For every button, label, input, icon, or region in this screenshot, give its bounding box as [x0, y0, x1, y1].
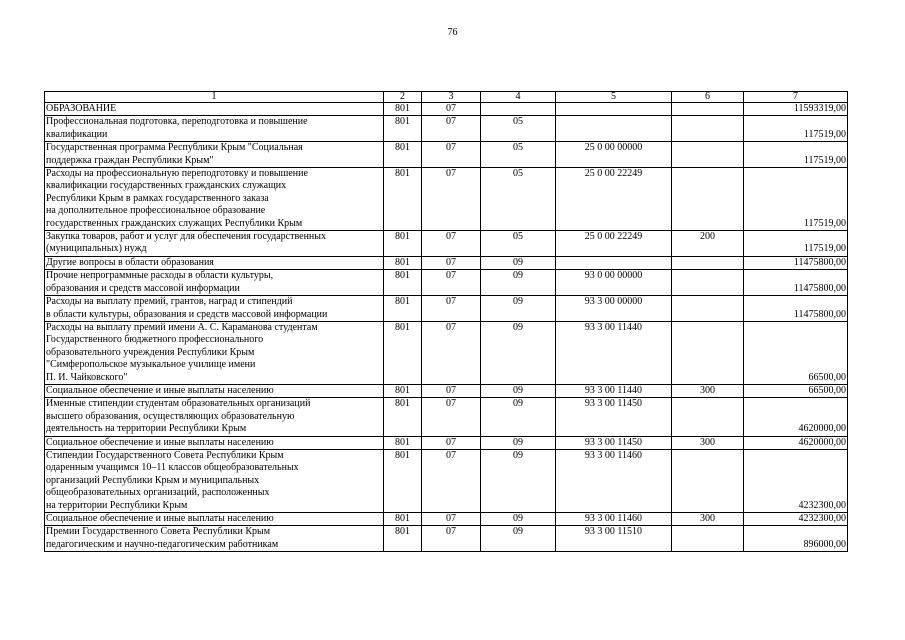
- row-expense-type-text: 300: [700, 384, 715, 396]
- row-name-cell: [45, 526, 384, 552]
- row-subsection-cell: [481, 270, 556, 296]
- table-header-row: [45, 92, 848, 103]
- row-amount-text: 11593319,00: [793, 103, 846, 114]
- row-amount-text: 117519,00: [803, 243, 846, 255]
- row-amount-cell: [744, 526, 848, 552]
- row-name-cell: [45, 296, 384, 322]
- header-col-2: 2: [384, 92, 422, 103]
- table-row: [45, 270, 848, 296]
- row-target-article-text: 93 3 00 11440: [584, 321, 643, 333]
- row-name-cell: [45, 384, 384, 397]
- table-row: [45, 398, 848, 436]
- row-expense-type-cell: [672, 398, 744, 436]
- row-expense-type-text: 300: [700, 513, 715, 524]
- row-subsection-cell: [481, 142, 556, 168]
- row-ministry-code-cell: [384, 296, 422, 322]
- row-target-article-text: 93 3 00 11460: [584, 449, 643, 461]
- row-expense-type-cell: [672, 449, 744, 512]
- header-col-6: 6: [672, 92, 744, 103]
- row-name-text: Расходы на выплату премий имени А. С. Караманова студентам Государственного бюджетного профессионального образовательного учреждения Республики Крым "Симферопольское музыкальное училище имени П. И. Чайковского": [46, 321, 318, 383]
- row-amount-cell: [744, 321, 848, 384]
- row-section-cell: [422, 436, 481, 449]
- row-subsection-cell: [481, 384, 556, 397]
- row-amount-cell: [744, 398, 848, 436]
- row-ministry-code-text: 801: [395, 256, 410, 268]
- row-ministry-code-cell: [384, 449, 422, 512]
- row-ministry-code-cell: [384, 436, 422, 449]
- table-row: [45, 449, 848, 512]
- row-ministry-code-text: 801: [395, 384, 410, 396]
- table-row: [45, 142, 848, 168]
- row-name-text: Государственная программа Республики Крым "Социальная поддержка граждан Республики Крым": [46, 142, 303, 166]
- row-amount-cell: [744, 231, 848, 257]
- table-row: [45, 384, 848, 397]
- row-name-cell: [45, 168, 384, 231]
- row-amount-cell: [744, 449, 848, 512]
- row-subsection-cell: [481, 398, 556, 436]
- row-name-cell: [45, 142, 384, 168]
- row-subsection-cell: [481, 296, 556, 322]
- row-subsection-cell: [481, 116, 556, 142]
- row-amount-cell: [744, 168, 848, 231]
- row-target-article-cell: [556, 321, 672, 384]
- row-target-article-text: 93 3 00 11440: [584, 384, 643, 396]
- row-subsection-text: 09: [513, 256, 523, 268]
- table-row: [45, 256, 848, 269]
- row-subsection-cell: [481, 513, 556, 526]
- row-target-article-cell: [556, 436, 672, 449]
- row-amount-text: 11475800,00: [793, 308, 846, 320]
- row-name-text: Расходы на профессиональную переподготовку и повышение квалификации государственных гражданских служащих Республики Крым в рамках государственного заказа на дополнительное профессиональное образование государственных гражданских служащих Республики Крым: [46, 168, 308, 229]
- row-name-cell: [45, 398, 384, 436]
- row-expense-type-cell: [672, 436, 744, 449]
- row-subsection-text: 05: [513, 231, 523, 243]
- table-row: [45, 436, 848, 449]
- row-section-cell: [422, 231, 481, 257]
- row-amount-cell: [744, 384, 848, 397]
- header-col-5: 5: [556, 92, 672, 103]
- row-ministry-code-text: 801: [395, 116, 410, 128]
- row-section-cell: [422, 168, 481, 231]
- row-target-article-cell: [556, 398, 672, 436]
- row-section-text: 07: [446, 231, 456, 243]
- row-section-text: 07: [446, 270, 456, 282]
- row-subsection-cell: [481, 231, 556, 257]
- row-amount-cell: [744, 103, 848, 116]
- table-row: [45, 526, 848, 552]
- row-section-cell: [422, 116, 481, 142]
- row-amount-text: 4232300,00: [798, 499, 846, 511]
- row-name-text: Именные стипендии студентам образовательных организаций высшего образования, осуществляющих образовательную деятельность на территории Республики Крым: [46, 398, 311, 435]
- row-name-cell: [45, 436, 384, 449]
- row-target-article-text: 25 0 00 22249: [584, 231, 643, 243]
- row-name-text: ОБРАЗОВАНИЕ: [46, 103, 117, 114]
- row-amount-cell: [744, 270, 848, 296]
- row-amount-text: 117519,00: [803, 154, 846, 166]
- row-expense-type-text: 300: [700, 436, 715, 448]
- budget-table: [44, 91, 848, 552]
- header-col-1: 1: [45, 92, 384, 103]
- row-target-article-cell: [556, 231, 672, 257]
- row-section-text: 07: [446, 398, 456, 410]
- row-subsection-text: 05: [513, 116, 523, 128]
- row-section-text: 07: [446, 142, 456, 154]
- row-ministry-code-cell: [384, 103, 422, 116]
- row-subsection-text: 09: [513, 513, 523, 524]
- row-expense-type-cell: [672, 103, 744, 116]
- row-subsection-cell: [481, 256, 556, 269]
- row-target-article-text: 93 3 00 11510: [584, 526, 643, 538]
- row-amount-text: 4232300,00: [798, 513, 846, 524]
- row-name-cell: [45, 116, 384, 142]
- row-amount-cell: [744, 142, 848, 168]
- row-section-text: 07: [446, 526, 456, 538]
- row-subsection-text: 09: [513, 270, 523, 282]
- table-row: [45, 116, 848, 142]
- row-ministry-code-cell: [384, 398, 422, 436]
- row-name-cell: [45, 321, 384, 384]
- row-target-article-cell: [556, 296, 672, 322]
- row-name-text: Стипендии Государственного Совета Республики Крым одаренным учащимся 10–11 классов общеобразовательных организаций Республики Крым и муниципальных общеобразовательных организаций, расположенных на территории Республики Крым: [46, 449, 299, 511]
- row-ministry-code-text: 801: [395, 231, 410, 243]
- row-target-article-cell: [556, 168, 672, 231]
- row-name-cell: [45, 513, 384, 526]
- row-subsection-text: 09: [513, 384, 523, 396]
- row-section-cell: [422, 398, 481, 436]
- row-ministry-code-text: 801: [395, 142, 410, 154]
- row-target-article-cell: [556, 103, 672, 116]
- row-subsection-text: 05: [513, 142, 523, 154]
- row-expense-type-cell: [672, 168, 744, 231]
- row-target-article-text: 93 3 00 11460: [584, 513, 643, 524]
- row-expense-type-cell: [672, 296, 744, 322]
- row-subsection-text: 09: [513, 321, 523, 333]
- row-name-text: Социальное обеспечение и иные выплаты населению: [46, 436, 274, 448]
- row-section-text: 07: [446, 296, 456, 308]
- row-name-text: Социальное обеспечение и иные выплаты населению: [46, 513, 274, 524]
- row-section-text: 07: [446, 168, 456, 180]
- row-section-cell: [422, 526, 481, 552]
- row-ministry-code-cell: [384, 168, 422, 231]
- row-amount-text: 66500,00: [808, 384, 846, 396]
- row-subsection-text: 09: [513, 296, 523, 308]
- row-amount-text: 117519,00: [803, 217, 846, 229]
- row-subsection-cell: [481, 321, 556, 384]
- row-ministry-code-cell: [384, 256, 422, 269]
- row-amount-text: 4620000,00: [798, 436, 846, 448]
- row-target-article-cell: [556, 449, 672, 512]
- row-section-cell: [422, 256, 481, 269]
- row-ministry-code-text: 801: [395, 526, 410, 538]
- row-ministry-code-cell: [384, 526, 422, 552]
- row-amount-text: 11475800,00: [793, 282, 846, 294]
- row-ministry-code-cell: [384, 231, 422, 257]
- row-section-cell: [422, 270, 481, 296]
- row-section-cell: [422, 513, 481, 526]
- row-amount-text: 66500,00: [808, 371, 846, 383]
- row-name-text: Закупка товаров, работ и услуг для обеспечения государственных (муниципальных) нужд: [46, 231, 327, 255]
- row-name-text: Премии Государственного Совета Республики Крым педагогическим и научно-педагогическим работникам: [46, 526, 279, 550]
- row-name-text: Профессиональная подготовка, переподготовка и повышение квалификации: [46, 116, 308, 140]
- row-section-cell: [422, 321, 481, 384]
- row-amount-cell: [744, 116, 848, 142]
- row-target-article-cell: [556, 142, 672, 168]
- row-name-text: Расходы на выплату премий, грантов, наград и стипендий в области культуры, образования и средств массовой информации: [46, 296, 328, 320]
- row-name-text: Социальное обеспечение и иные выплаты населению: [46, 384, 274, 396]
- row-ministry-code-text: 801: [395, 449, 410, 461]
- row-target-article-text: 93 3 00 00000: [584, 296, 643, 308]
- row-ministry-code-text: 801: [395, 436, 410, 448]
- row-target-article-text: 93 3 00 11450: [584, 398, 643, 410]
- row-subsection-text: 09: [513, 436, 523, 448]
- row-subsection-cell: [481, 526, 556, 552]
- row-name-cell: [45, 270, 384, 296]
- table-row: [45, 168, 848, 231]
- row-ministry-code-text: 801: [395, 103, 410, 114]
- row-ministry-code-cell: [384, 321, 422, 384]
- row-name-text: Прочие непрограммные расходы в области культуры, образования и средств массовой информации: [46, 270, 274, 294]
- row-subsection-text: 09: [513, 398, 523, 410]
- header-col-3: 3: [422, 92, 481, 103]
- row-target-article-cell: [556, 526, 672, 552]
- row-amount-text: 896000,00: [803, 538, 846, 550]
- table-row: [45, 513, 848, 526]
- row-section-text: 07: [446, 449, 456, 461]
- row-subsection-text: 09: [513, 526, 523, 538]
- row-amount-text: 117519,00: [803, 128, 846, 140]
- table-row: [45, 321, 848, 384]
- row-name-cell: [45, 103, 384, 116]
- row-section-cell: [422, 449, 481, 512]
- row-ministry-code-text: 801: [395, 513, 410, 524]
- row-section-text: 07: [446, 256, 456, 268]
- row-target-article-cell: [556, 256, 672, 269]
- row-ministry-code-text: 801: [395, 270, 410, 282]
- table-row: [45, 231, 848, 257]
- row-name-cell: [45, 231, 384, 257]
- header-col-4: 4: [481, 92, 556, 103]
- row-amount-cell: [744, 513, 848, 526]
- table-row: [45, 103, 848, 116]
- row-target-article-cell: [556, 384, 672, 397]
- row-subsection-text: 05: [513, 168, 523, 180]
- row-target-article-cell: [556, 270, 672, 296]
- row-section-text: 07: [446, 513, 456, 524]
- row-ministry-code-text: 801: [395, 398, 410, 410]
- table-row: [45, 296, 848, 322]
- row-expense-type-cell: [672, 384, 744, 397]
- row-section-cell: [422, 142, 481, 168]
- row-amount-cell: [744, 256, 848, 269]
- row-ministry-code-cell: [384, 270, 422, 296]
- row-expense-type-cell: [672, 270, 744, 296]
- row-ministry-code-cell: [384, 142, 422, 168]
- row-expense-type-cell: [672, 513, 744, 526]
- row-target-article-text: 25 0 00 22249: [584, 168, 643, 180]
- row-section-text: 07: [446, 384, 456, 396]
- row-expense-type-cell: [672, 116, 744, 142]
- row-expense-type-cell: [672, 142, 744, 168]
- row-expense-type-text: 200: [700, 231, 715, 243]
- row-ministry-code-cell: [384, 116, 422, 142]
- row-section-text: 07: [446, 436, 456, 448]
- row-subsection-cell: [481, 436, 556, 449]
- row-name-cell: [45, 256, 384, 269]
- row-ministry-code-text: 801: [395, 296, 410, 308]
- row-section-text: 07: [446, 103, 456, 114]
- row-amount-text: 11475800,00: [793, 256, 846, 268]
- row-expense-type-cell: [672, 526, 744, 552]
- row-target-article-text: 93 3 00 11450: [584, 436, 643, 448]
- row-target-article-cell: [556, 513, 672, 526]
- row-expense-type-cell: [672, 231, 744, 257]
- row-section-text: 07: [446, 116, 456, 128]
- row-amount-cell: [744, 436, 848, 449]
- row-ministry-code-text: 801: [395, 168, 410, 180]
- row-target-article-text: 93 0 00 00000: [584, 270, 643, 282]
- row-ministry-code-text: 801: [395, 321, 410, 333]
- row-amount-text: 4620000,00: [798, 423, 846, 435]
- row-ministry-code-cell: [384, 513, 422, 526]
- row-section-cell: [422, 296, 481, 322]
- row-ministry-code-cell: [384, 384, 422, 397]
- row-name-cell: [45, 449, 384, 512]
- page-number: 76: [447, 27, 458, 38]
- row-expense-type-cell: [672, 256, 744, 269]
- row-expense-type-cell: [672, 321, 744, 384]
- row-section-text: 07: [446, 321, 456, 333]
- row-subsection-cell: [481, 449, 556, 512]
- row-target-article-cell: [556, 116, 672, 142]
- header-col-7: 7: [744, 92, 848, 103]
- row-amount-cell: [744, 296, 848, 322]
- row-subsection-cell: [481, 103, 556, 116]
- row-subsection-cell: [481, 168, 556, 231]
- row-section-cell: [422, 103, 481, 116]
- row-subsection-text: 09: [513, 449, 523, 461]
- row-section-cell: [422, 384, 481, 397]
- row-target-article-text: 25 0 00 00000: [584, 142, 643, 154]
- row-name-text: Другие вопросы в области образования: [46, 256, 214, 268]
